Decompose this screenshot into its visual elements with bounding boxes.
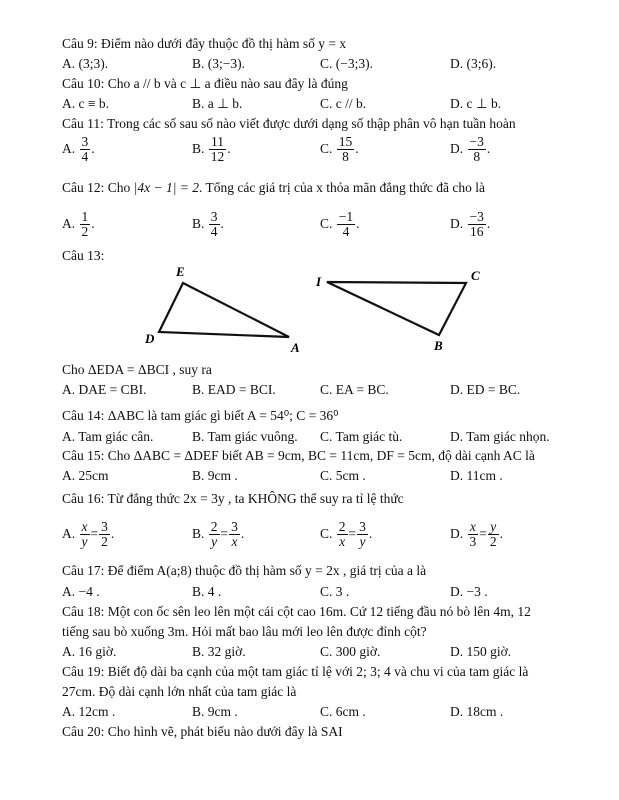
q11-option-b-label: B. [192, 140, 205, 156]
q16-options [0, 518, 619, 558]
denominator: 16 [469, 224, 484, 240]
q12-option-a: A. $\frac{1}{2}$ . [62, 209, 95, 240]
q14-option-d: D. Tam giác nhọn. [450, 429, 550, 444]
q15-stem: Câu 15: Cho ΔABC = ΔDEF biết AB = 9cm, BC = 11cm, DF = 5cm, độ dài cạnh AC là [62, 448, 535, 463]
q16-option-c: C. $\frac{2}{x}$ = $\frac{3}{y}$ . [320, 519, 373, 550]
numerator: x [468, 520, 479, 535]
numerator: y [488, 520, 499, 535]
left-fraction [80, 520, 90, 549]
numerator: −1 [338, 209, 354, 224]
q15-options [0, 468, 619, 486]
q12-option-d-label: D. [450, 215, 464, 231]
numerator: 3 [81, 134, 89, 149]
vertex-d-label: D [145, 331, 155, 346]
q12-stem-suffix: . Tổng các giá trị của x thỏa mãn đẳng thức đã cho là [199, 180, 485, 195]
q10-option-a: A. c ≡ b. [62, 96, 109, 111]
q9-stem: Câu 9: Điểm nào dưới đây thuộc đồ thị hàm số y = x [62, 36, 347, 51]
q18-option-a: A. 16 giờ. [62, 644, 117, 659]
q17-stem: Câu 17: Để điểm A(a;8) thuộc đồ thị hàm số y = 2x , giá trị của a là [62, 563, 427, 578]
q14-stem: Câu 14: ΔABC là tam giác gì biết A = 54⁰; C = 36⁰ [62, 408, 339, 423]
triangle-bci [327, 282, 466, 335]
q9-option-c: C. (−3;3). [320, 56, 373, 71]
numerator: 3 [210, 209, 218, 224]
q14-option-b: B. Tam giác vuông. [192, 429, 298, 444]
denominator: 8 [342, 149, 349, 165]
triangle-eda [159, 283, 289, 337]
q18-stem-line1: Câu 18: Một con ốc sên leo lên một cái cột cao 16m. Cứ 12 tiếng đầu nó bò lên 4m, 12 [62, 604, 531, 619]
numerator: 2 [210, 519, 218, 534]
q12-stem-prefix: Câu 12: Cho [62, 180, 131, 195]
right-fraction [99, 520, 110, 549]
denominator: 4 [342, 224, 350, 240]
q11-option-b: B. $\frac{11}{12}$ . [192, 134, 231, 165]
numerator: 2 [338, 519, 346, 534]
numerator: 1 [81, 209, 89, 224]
q16-stem: Câu 16: Từ đẳng thức 2x = 3y , ta KHÔNG thể suy ra tỉ lệ thức [62, 491, 404, 506]
q10-stem: Câu 10: Cho a // b và c ⊥ a điều nào sau đây là đúng [62, 76, 348, 91]
denominator: x [231, 534, 238, 550]
q18-option-c: C. 300 giờ. [320, 644, 381, 659]
numerator: −3 [469, 134, 484, 149]
left-fraction [468, 520, 479, 549]
denominator: y [81, 534, 88, 550]
denominator: 12 [210, 149, 225, 165]
numerator: 3 [101, 519, 108, 534]
q18-option-d: D. 150 giờ. [450, 644, 512, 659]
q17-option-b: B. 4 . [192, 584, 222, 599]
q13-given: Cho ΔEDA = ΔBCI , suy ra [62, 362, 212, 377]
q12-stem-expression: |4x − 1| = 2 [133, 180, 200, 195]
q10-option-b: B. a ⊥ b. [192, 96, 243, 111]
q19-option-d: D. 18cm . [450, 704, 504, 719]
q11-option-d: D. $\frac{-3}{8}$ . [450, 134, 491, 165]
q16-option-a-label: A. [62, 525, 76, 541]
q11-option-a: A. $\frac{3}{4}$ . [62, 134, 95, 165]
q12-option-c: C. $\frac{-1}{4}$ . [320, 209, 360, 240]
q10-option-c: C. c // b. [320, 96, 367, 111]
q16-option-a: A. $\frac{x}{y}$ = $\frac{3}{2}$ . [62, 519, 115, 550]
left-fraction [337, 520, 348, 549]
q11-option-d-label: D. [450, 140, 464, 156]
q16-option-c-label: C. [320, 525, 333, 541]
q17-option-c: C. 3 . [320, 584, 350, 599]
q15-option-c: C. 5cm . [320, 468, 366, 483]
q9-option-d: D. (3;6). [450, 56, 497, 71]
denominator: y [359, 534, 366, 550]
q19-options [0, 704, 619, 722]
q14-options [0, 429, 619, 447]
q11-option-c: C. $\frac{15}{8}$ . [320, 134, 359, 165]
q12-option-b-label: B. [192, 215, 205, 231]
q11-option-c-label: C. [320, 140, 333, 156]
q19-stem-line1: Câu 19: Biết độ dài ba cạnh của một tam giác tỉ lệ với 2; 3; 4 và chu vi của tam giác là [62, 664, 529, 679]
q12-option-d: D. $\frac{-3}{16}$ . [450, 209, 491, 240]
numerator: 3 [231, 519, 238, 534]
q14-option-a: A. Tam giác cân. [62, 429, 154, 444]
denominator: 4 [210, 224, 218, 240]
right-fraction [488, 520, 499, 549]
numerator: x [81, 519, 88, 534]
q19-stem-line2: 27cm. Độ dài cạnh lớn nhất của tam giác là [62, 684, 297, 699]
q18-options [0, 644, 619, 662]
denominator: 2 [81, 224, 89, 240]
left-fraction [209, 520, 220, 549]
q11-stem: Câu 11: Trong các số sau số nào viết được dưới dạng số thập phân vô hạn tuần hoàn [62, 116, 516, 131]
q16-option-b-label: B. [192, 525, 205, 541]
denominator: 8 [473, 149, 481, 165]
vertex-a-label: A [291, 340, 300, 355]
denominator: 2 [489, 534, 497, 550]
numerator: 11 [209, 135, 227, 150]
vertex-i-label: I [316, 274, 322, 289]
q12-option-b: B. $\frac{3}{4}$ . [192, 209, 224, 240]
q18-stem-line2: tiếng sau bò xuống 3m. Hỏi mất bao lâu mới leo lên được đỉnh cột? [62, 624, 427, 639]
denominator: 3 [469, 534, 477, 550]
q15-option-a: A. 25cm [62, 468, 109, 483]
vertex-c-label: C [471, 268, 480, 283]
right-fraction [357, 520, 368, 549]
q12-option-a-label: A. [62, 215, 76, 231]
denominator: 4 [81, 149, 89, 165]
q9-option-a: A. (3;3). [62, 56, 109, 71]
q16-option-b: B. $\frac{2}{y}$ = $\frac{3}{x}$ . [192, 519, 245, 550]
q17-option-d: D. −3 . [450, 584, 488, 599]
q19-option-c: C. 6cm . [320, 704, 366, 719]
q18-option-b: B. 32 giờ. [192, 644, 246, 659]
q10-option-d: D. c ⊥ b. [450, 96, 502, 111]
q17-options [0, 584, 619, 602]
q13-stem: Câu 13: [62, 248, 105, 263]
vertex-e-label: E [176, 264, 185, 279]
q14-option-c: C. Tam giác tù. [320, 429, 403, 444]
vertex-b-label: B [434, 338, 443, 353]
q13-option-c: C. EA = BC. [320, 382, 389, 397]
q13-option-a: A. DAE = CBI. [62, 382, 147, 397]
denominator: x [339, 534, 346, 550]
q12-option-c-label: C. [320, 215, 333, 231]
q20-stem: Câu 20: Cho hình vẽ, phát biểu nào dưới đây là SAI [62, 724, 343, 739]
q13-option-b: B. EAD = BCI. [192, 382, 276, 397]
q17-option-a: A. −4 . [62, 584, 100, 599]
q19-option-b: B. 9cm . [192, 704, 238, 719]
q19-option-a: A. 12cm . [62, 704, 116, 719]
denominator: y [211, 534, 218, 550]
q9-option-b: B. (3;−3). [192, 56, 245, 71]
q16-option-d-label: D. [450, 525, 464, 541]
q11-option-a-label: A. [62, 140, 76, 156]
numerator: 15 [338, 134, 353, 149]
right-fraction [229, 520, 240, 549]
q15-option-b: B. 9cm . [192, 468, 238, 483]
denominator: 2 [101, 534, 108, 550]
q13-option-d: D. ED = BC. [450, 382, 521, 397]
q13-options [0, 382, 619, 400]
numerator: 3 [359, 519, 366, 534]
q16-option-d: D. $\frac{x}{3}$ = $\frac{y}{2}$ . [450, 519, 503, 550]
numerator: −3 [469, 209, 484, 224]
q15-option-d: D. 11cm . [450, 468, 503, 483]
